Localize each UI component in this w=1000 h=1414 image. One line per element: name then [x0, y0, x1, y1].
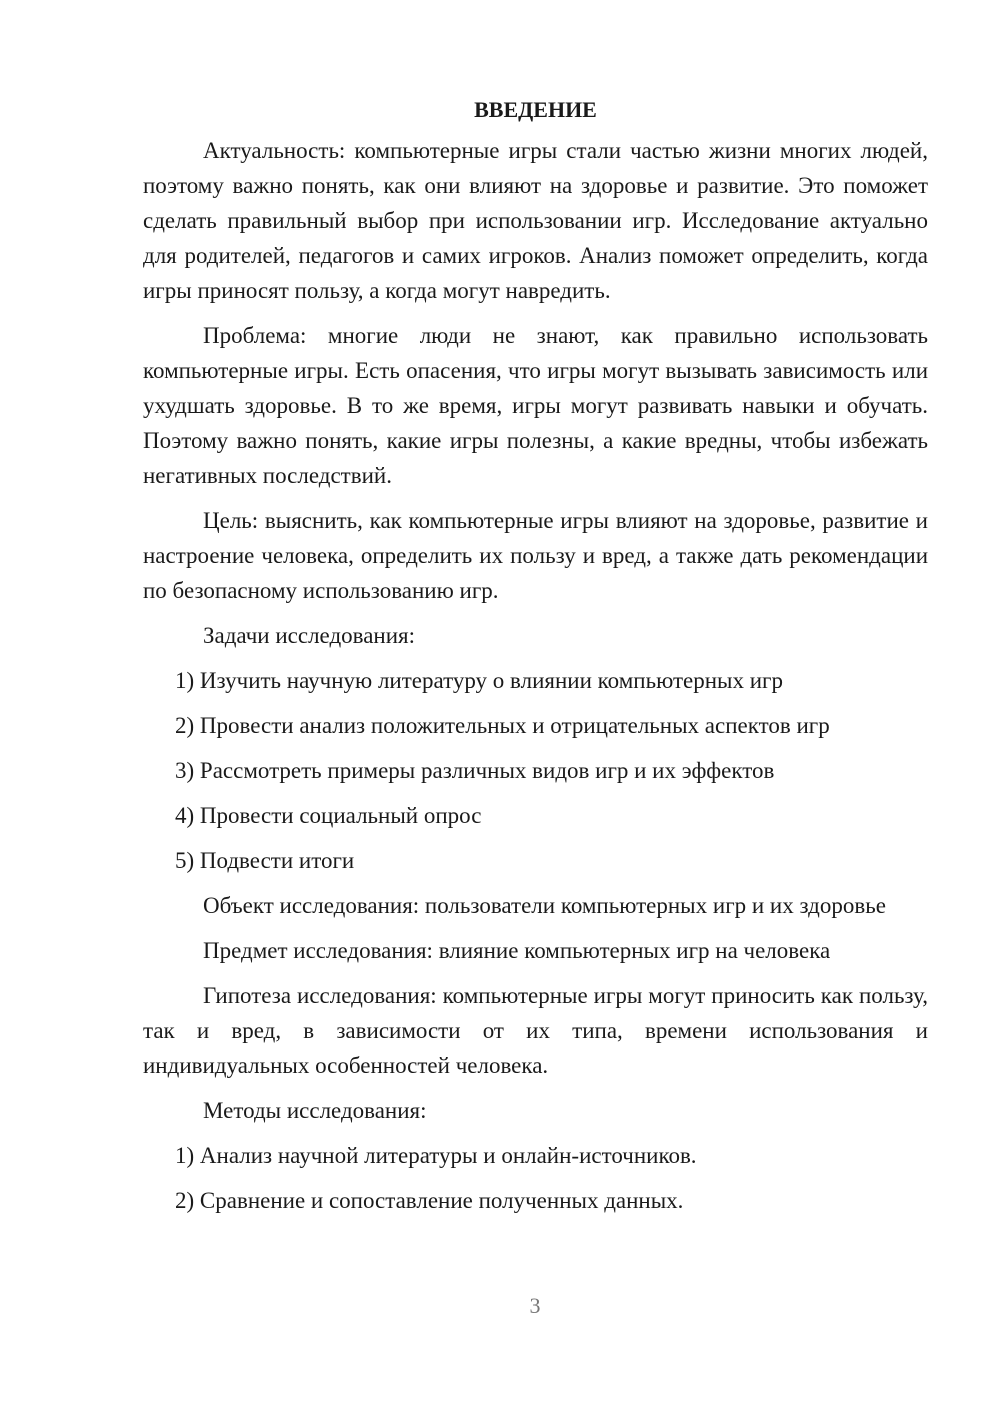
task-item-1: 1) Изучить научную литературу о влиянии компьютерных игр — [175, 668, 783, 693]
methods-heading: Методы исследования: — [203, 1098, 427, 1123]
page-number: 3 — [529, 1293, 541, 1318]
document-page — [143, 92, 928, 1228]
subject-paragraph: Предмет исследования: влияние компьютерных игр на человека — [203, 938, 831, 963]
tasks-heading: Задачи исследования: — [203, 623, 416, 648]
hypothesis-paragraph: Гипотеза исследования: компьютерные игры могут приносить как пользу, так и вред, в зависимости от их типа, времени использования и индивидуальных особенностей человека. — [143, 983, 928, 1078]
task-item-2: 2) Провести анализ положительных и отрицательных аспектов игр — [175, 713, 830, 738]
method-item-2: 2) Сравнение и сопоставление полученных данных. — [175, 1188, 684, 1213]
relevance-paragraph: Актуальность: компьютерные игры стали частью жизни многих людей, поэтому важно понять, как они влияют на здоровье и развитие. Это поможет сделать правильный выбор при использовании игр. Исследование актуально для родителей, педагогов и самих игроков. Анализ поможет определить, когда игры приносят пользу, а когда могут навредить. — [143, 138, 928, 303]
task-item-4: 4) Провести социальный опрос — [175, 803, 482, 828]
section-title: ВВЕДЕНИЕ — [474, 97, 597, 122]
method-item-1: 1) Анализ научной литературы и онлайн-источников. — [175, 1143, 697, 1168]
problem-paragraph: Проблема: многие люди не знают, как правильно использовать компьютерные игры. Есть опасения, что игры могут вызывать зависимость или ухудшать здоровье. В то же время, игры могут развивать навыки и обучать. Поэтому важно понять, какие игры полезны, а какие вредны, чтобы избежать негативных последствий. — [143, 323, 928, 488]
task-item-5: 5) Подвести итоги — [175, 848, 355, 873]
task-item-3: 3) Рассмотреть примеры различных видов игр и их эффектов — [175, 758, 775, 783]
goal-paragraph: Цель: выяснить, как компьютерные игры влияют на здоровье, развитие и настроение человека, определить их пользу и вред, а также дать рекомендации по безопасному использованию игр. — [143, 508, 928, 603]
object-paragraph: Объект исследования: пользователи компьютерных игр и их здоровье — [203, 893, 886, 918]
